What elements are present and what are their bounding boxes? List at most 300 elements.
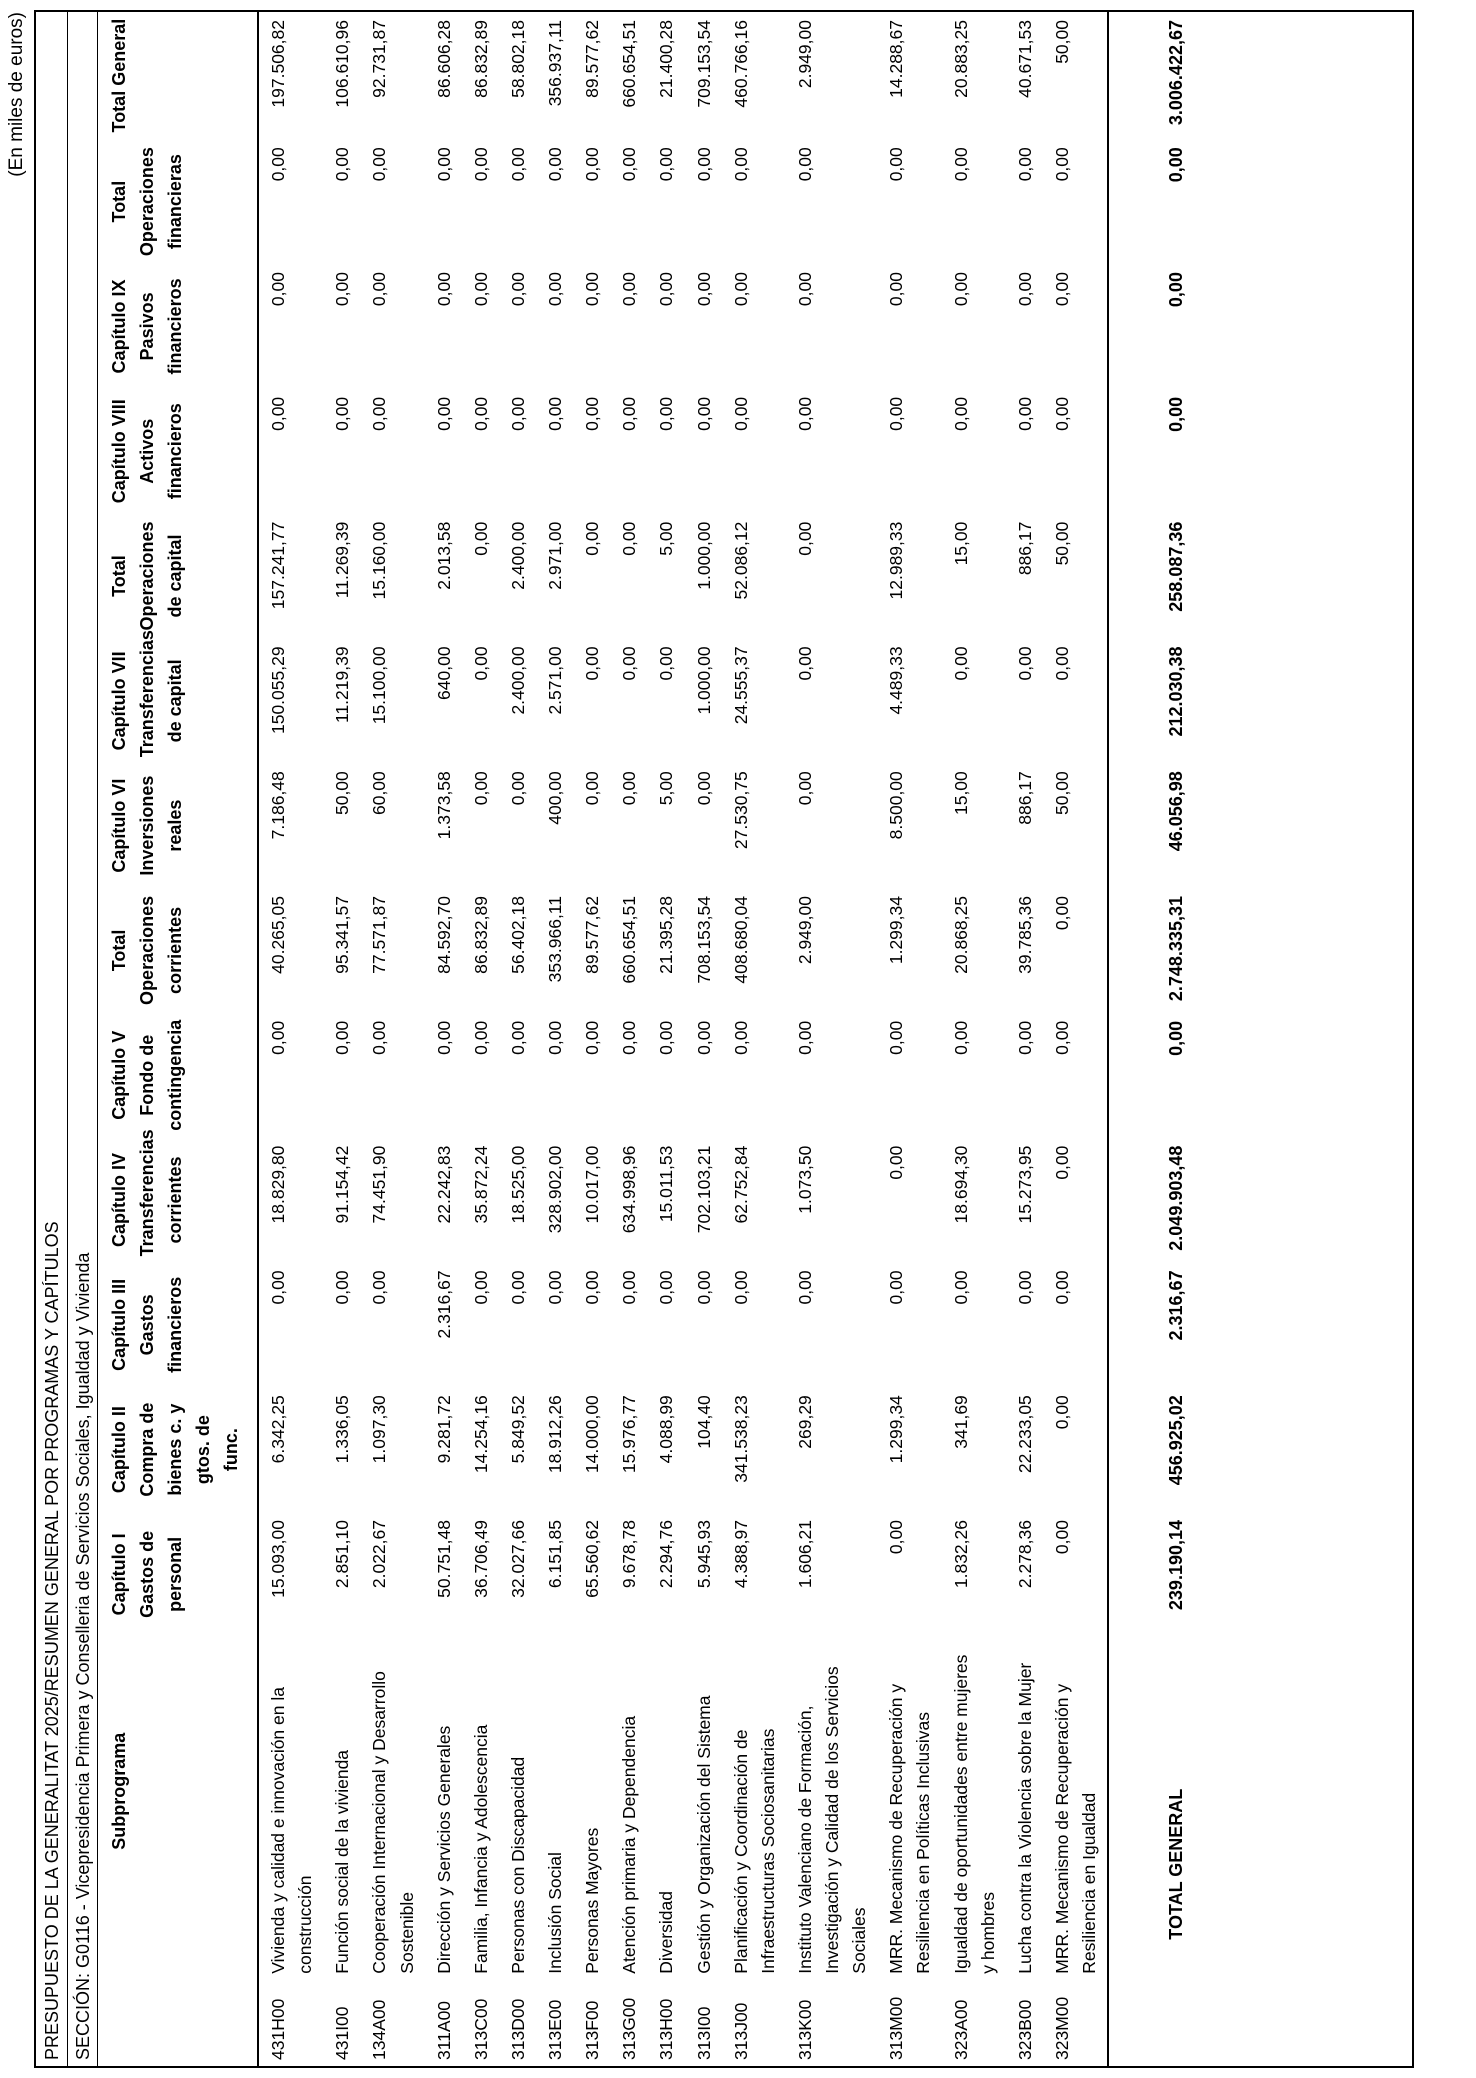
header-total-financieras: Total Operaciones financieras [98,139,258,264]
cell-cap6: 60,00 [369,771,390,816]
total-cap6: 46.056,98 [1108,763,1243,888]
cell-cap8: 0,00 [730,396,751,431]
total-cap1: 239.190,14 [1108,1512,1243,1637]
cell-cap9: 0,00 [1014,272,1035,307]
cell-cap7: 1.000,00 [693,646,714,715]
cell-total-financieras: 0,00 [545,147,565,182]
header-total-general: Total General [98,12,258,139]
cell-cap2: 1.299,34 [886,1395,907,1464]
row-subprograma: Gestión y Organización del Sistema [693,1695,714,1974]
table-row [462,12,499,2066]
cell-cap9: 0,00 [332,272,353,307]
total-cap5: 0,00 [1108,1013,1243,1138]
cell-cap5: 0,00 [545,1020,565,1055]
cell-total-general: 86.606,28 [433,20,454,98]
cell-cap5: 0,00 [1051,1020,1072,1055]
row-subprograma: Personas con Discapacidad [507,1756,528,1974]
table-row [536,12,573,2066]
cell-cap7: 0,00 [656,646,677,681]
row-subprograma: Vivienda y calidad e innovación en la construcción [268,1687,316,1974]
table-row [722,12,786,2066]
row-subprograma: MRR. Mecanismo de Recuperación y Resiliencia en Políticas Inclusivas [886,1683,934,1974]
row-subprograma: Familia, Infancia y Adolescencia [470,1724,491,1974]
cell-total-financieras: 0,00 [1051,147,1072,182]
cell-total-financieras: 0,00 [950,147,971,182]
cell-cap8: 0,00 [950,396,971,431]
cell-cap3: 0,00 [507,1270,528,1305]
cell-cap5: 0,00 [332,1020,353,1055]
cell-cap2: 18.912,26 [545,1395,565,1474]
cell-cap6: 8.500,00 [886,771,907,840]
cell-cap2: 1.097,30 [369,1395,390,1464]
row-subprograma: MRR. Mecanismo de Recuperación y Resiliencia en Igualdad [1051,1683,1099,1974]
header-cap9: Capítulo IX Pasivos financieros [98,264,258,389]
cell-total-general: 40.671,53 [1014,20,1035,98]
cell-cap8: 0,00 [693,396,714,431]
row-subprograma: Dirección y Servicios Generales [433,1725,454,1974]
cell-cap3: 0,00 [1051,1270,1072,1305]
cell-total-financieras: 0,00 [693,147,714,182]
cell-total-financieras: 0,00 [730,147,751,182]
cell-cap3: 0,00 [730,1270,751,1305]
cell-cap7: 11.219,39 [332,646,353,723]
row-subprograma: Inclusión Social [545,1852,565,1974]
cell-cap7: 0,00 [950,646,971,681]
header-cap6: Capítulo VI Inversiones reales [98,763,258,888]
cell-total-financieras: 0,00 [619,147,640,182]
report-frame [34,10,1414,2068]
cell-cap1: 0,00 [1051,1520,1072,1555]
table-row [610,12,647,2066]
cell-total-corrientes: 86.832,89 [470,896,491,974]
row-code: 313C00 [470,1998,491,2060]
cell-total-corrientes: 40.265,05 [268,896,288,974]
cell-cap9: 0,00 [619,272,640,307]
cell-total-capital: 1.000,00 [693,521,714,590]
cell-cap8: 0,00 [886,396,907,431]
cell-cap4: 1.073,50 [794,1145,815,1214]
cell-cap9: 0,00 [886,272,907,307]
header-subprograma: Subprograma [98,1637,258,1980]
cell-cap8: 0,00 [507,396,528,431]
row-code: 313E00 [545,1999,565,2060]
cell-cap1: 2.278,36 [1014,1520,1035,1589]
table-row [499,12,536,2066]
cell-cap8: 0,00 [1014,396,1035,431]
cell-cap1: 15.093,00 [268,1520,288,1598]
cell-cap7: 0,00 [582,646,603,681]
cell-cap7: 150.055,29 [268,646,288,735]
cell-cap7: 640,00 [433,646,454,700]
header-code [98,1980,258,2066]
cell-total-financieras: 0,00 [794,147,815,182]
cell-total-capital: 12.989,33 [886,521,907,600]
cell-cap6: 400,00 [545,771,565,825]
row-subprograma: Cooperación Internacional y Desarrollo Sostenible [369,1671,417,1974]
cell-total-general: 89.577,62 [582,20,603,98]
cell-cap4: 22.242,83 [433,1145,454,1224]
cell-cap5: 0,00 [1014,1020,1035,1055]
cell-total-capital: 50,00 [1051,521,1072,566]
cell-total-general: 14.288,67 [886,20,907,98]
total-total-corrientes: 2.748.335,31 [1108,888,1243,1013]
cell-total-financieras: 0,00 [470,147,491,182]
table-row [877,12,941,2066]
header-cap4: Capítulo IV Transferencias corrientes [98,1138,258,1263]
cell-total-corrientes: 95.341,57 [332,896,353,974]
cell-cap8: 0,00 [470,396,491,431]
cell-cap3: 0,00 [582,1270,603,1305]
cell-cap1: 2.851,10 [332,1520,353,1589]
table-row [685,12,722,2066]
cell-total-corrientes: 1.299,34 [886,896,907,965]
cell-cap8: 0,00 [433,396,454,431]
cell-cap3: 0,00 [470,1270,491,1305]
cell-cap8: 0,00 [582,396,603,431]
cell-cap2: 1.336,05 [332,1395,353,1464]
cell-cap4: 18.525,00 [507,1145,528,1224]
header-cap1: Capítulo I Gastos de personal [98,1512,258,1637]
cell-total-capital: 15.160,00 [369,521,390,600]
cell-cap6: 27.530,75 [730,771,751,850]
cell-cap6: 0,00 [794,771,815,806]
cell-cap6: 886,17 [1014,771,1035,825]
cell-cap3: 0,00 [886,1270,907,1305]
cell-cap2: 4.088,99 [656,1395,677,1464]
budget-table [98,12,1243,2066]
cell-total-financieras: 0,00 [332,147,353,182]
cell-cap8: 0,00 [619,396,640,431]
cell-total-corrientes: 56.402,18 [507,896,528,974]
cell-cap6: 50,00 [332,771,353,816]
cell-cap7: 0,00 [470,646,491,681]
cell-cap6: 1.373,58 [433,771,454,840]
row-code: 313G00 [619,1997,640,2060]
cell-cap1: 1.606,21 [794,1520,815,1589]
row-code: 313D00 [507,1998,528,2060]
row-code: 313I00 [693,2006,714,2060]
cell-total-corrientes: 0,00 [1051,896,1072,931]
table-row [425,12,462,2066]
cell-cap9: 0,00 [268,272,288,307]
cell-cap9: 0,00 [369,272,390,307]
total-label: TOTAL GENERAL [1108,1637,1243,1980]
header-cap3: Capítulo III Gastos financieros [98,1262,258,1387]
cell-cap4: 634.998,96 [619,1145,640,1234]
cell-cap1: 4.388,97 [730,1520,751,1589]
cell-total-general: 21.400,28 [656,20,677,98]
cell-total-corrientes: 408.680,04 [730,896,751,984]
header-row [98,12,258,2066]
header-cap5: Capítulo V Fondo de contingencia [98,1013,258,1138]
cell-cap5: 0,00 [582,1020,603,1055]
row-code: 313M00 [886,1996,907,2060]
cell-cap7: 2.571,00 [545,646,565,715]
cell-cap9: 0,00 [730,272,751,307]
cell-total-financieras: 0,00 [369,147,390,182]
cell-total-general: 106.610,96 [332,20,353,108]
cell-total-corrientes: 660.654,51 [619,896,640,984]
cell-cap5: 0,00 [950,1020,971,1055]
cell-cap1: 32.027,66 [507,1520,528,1598]
cell-total-capital: 0,00 [582,521,603,556]
row-subprograma: Función social de la vivienda [332,1749,353,1974]
cell-cap2: 15.976,77 [619,1395,640,1474]
cell-cap9: 0,00 [656,272,677,307]
cell-cap5: 0,00 [794,1020,815,1055]
cell-total-general: 86.832,89 [470,20,491,98]
cell-cap2: 5.849,52 [507,1395,528,1464]
cell-cap5: 0,00 [619,1020,640,1055]
cell-cap2: 104,40 [693,1395,714,1449]
cell-cap7: 0,00 [1051,646,1072,681]
cell-cap7: 0,00 [619,646,640,681]
cell-total-capital: 5,00 [656,521,677,556]
cell-cap1: 6.151,85 [545,1520,565,1589]
cell-cap7: 15.100,00 [369,646,390,725]
cell-cap9: 0,00 [507,272,528,307]
cell-total-financieras: 0,00 [1014,147,1035,182]
table-row [942,12,1006,2066]
units-note: (En miles de euros) [6,12,27,177]
cell-total-general: 2.949,00 [794,20,815,89]
cell-cap6: 0,00 [507,771,528,806]
cell-cap5: 0,00 [470,1020,491,1055]
total-cap4: 2.049.903,48 [1108,1138,1243,1263]
cell-cap1: 2.022,67 [369,1520,390,1589]
cell-total-capital: 11.269,39 [332,521,353,599]
cell-total-corrientes: 21.395,28 [656,896,677,974]
cell-cap4: 0,00 [886,1145,907,1180]
table-row [1043,12,1108,2066]
cell-cap3: 0,00 [268,1270,288,1305]
cell-cap2: 14.254,16 [470,1395,491,1474]
cell-cap7: 0,00 [1014,646,1035,681]
row-code: 323A00 [950,1999,971,2060]
cell-cap1: 65.560,62 [582,1520,603,1598]
cell-cap6: 0,00 [693,771,714,806]
cell-cap3: 0,00 [545,1270,565,1305]
row-code: 431I00 [332,2006,353,2060]
table-row [573,12,610,2066]
cell-total-corrientes: 708.153,54 [693,896,714,984]
total-total-financieras: 0,00 [1108,139,1243,264]
header-total-corrientes: Total Operaciones corrientes [98,888,258,1013]
cell-cap1: 9.678,78 [619,1520,640,1589]
table-row [786,12,877,2066]
row-code: 313K00 [794,1999,815,2060]
cell-cap8: 0,00 [369,396,390,431]
cell-cap4: 35.872,24 [470,1145,491,1224]
row-code: 134A00 [369,1999,390,2060]
cell-cap7: 24.555,37 [730,646,751,725]
cell-total-general: 709.153,54 [693,20,714,108]
cell-cap2: 269,29 [794,1395,815,1449]
cell-cap8: 0,00 [656,396,677,431]
cell-cap1: 5.945,93 [693,1520,714,1589]
table-row [360,12,424,2066]
cell-cap4: 15.273,95 [1014,1145,1035,1224]
cell-cap2: 22.233,05 [1014,1395,1035,1474]
row-subprograma: Diversidad [656,1891,677,1974]
row-subprograma: Igualdad de oportunidades entre mujeres y hombres [950,1654,998,1974]
cell-cap3: 2.316,67 [433,1270,454,1339]
cell-cap7: 2.400,00 [507,646,528,715]
cell-total-corrientes: 2.949,00 [794,896,815,965]
cell-cap1: 1.832,26 [950,1520,971,1589]
cell-cap4: 328.902,00 [545,1145,565,1234]
cell-cap4: 18.694,30 [950,1145,971,1224]
cell-cap6: 15,00 [950,771,971,816]
row-code: 323B00 [1014,1999,1035,2060]
cell-total-corrientes: 84.592,70 [433,896,454,974]
cell-total-corrientes: 20.868,25 [950,896,971,974]
row-subprograma: Atención primaria y Dependencia [619,1715,640,1974]
cell-cap8: 0,00 [794,396,815,431]
cell-cap5: 0,00 [730,1020,751,1055]
cell-cap4: 18.829,80 [268,1145,288,1224]
cell-cap2: 341.538,23 [730,1395,751,1483]
cell-cap1: 2.294,76 [656,1520,677,1589]
cell-cap1: 36.706,49 [470,1520,491,1598]
cell-cap7: 4.489,33 [886,646,907,715]
cell-cap9: 0,00 [794,272,815,307]
cell-cap2: 9.281,72 [433,1395,454,1464]
cell-total-financieras: 0,00 [507,147,528,182]
cell-cap9: 0,00 [433,272,454,307]
cell-cap9: 0,00 [1051,272,1072,307]
total-cap3: 2.316,67 [1108,1262,1243,1387]
row-code: 311A00 [433,2000,454,2060]
cell-total-general: 92.731,87 [369,20,390,98]
cell-total-general: 50,00 [1051,20,1072,64]
total-cap7: 212.030,38 [1108,638,1243,763]
cell-total-capital: 15,00 [950,521,971,566]
cell-cap9: 0,00 [950,272,971,307]
cell-cap9: 0,00 [582,272,603,307]
cell-cap8: 0,00 [1051,396,1072,431]
section-line: SECCIÓN: G0116 - Vicepresidencia Primera y Conselleria de Servicios Sociales, Igualdad y Vivienda [68,12,98,2066]
cell-cap2: 6.342,25 [268,1395,288,1464]
cell-total-capital: 2.013,58 [433,521,454,590]
report-title: PRESUPUESTO DE LA GENERALITAT 2025/RESUMEN GENERAL POR PROGRAMAS Y CAPÍTULOS [36,12,68,2066]
cell-cap6: 7.186,48 [268,771,288,840]
total-cap8: 0,00 [1108,389,1243,514]
row-code: 313F00 [582,2000,603,2060]
cell-cap4: 91.154,42 [332,1145,353,1224]
cell-cap8: 0,00 [332,396,353,431]
cell-cap5: 0,00 [656,1020,677,1055]
row-subprograma: Instituto Valenciano de Formación, Investigación y Calidad de los Servicios Sociales [794,1666,870,1974]
cell-cap6: 0,00 [582,771,603,806]
cell-cap8: 0,00 [268,396,288,431]
total-total-general: 3.006.422,67 [1108,12,1243,139]
cell-cap2: 341,69 [950,1395,971,1449]
cell-cap6: 0,00 [470,771,491,806]
cell-total-capital: 157.241,77 [268,521,288,610]
row-code: 313H00 [656,1998,677,2060]
total-cap9: 0,00 [1108,264,1243,389]
cell-cap4: 702.103,21 [693,1145,714,1234]
cell-cap1: 0,00 [886,1520,907,1555]
cell-cap1: 50.751,48 [433,1520,454,1598]
cell-cap6: 5,00 [656,771,677,806]
cell-cap5: 0,00 [369,1020,390,1055]
cell-total-capital: 886,17 [1014,521,1035,576]
cell-cap5: 0,00 [886,1020,907,1055]
cell-total-general: 660.654,51 [619,20,640,108]
row-code: 431H00 [268,1998,288,2060]
cell-cap4: 15.011,53 [656,1145,677,1223]
row-subprograma: Personas Mayores [582,1827,603,1974]
cell-total-general: 58.802,18 [507,20,528,98]
cell-cap3: 0,00 [693,1270,714,1305]
cell-total-financieras: 0,00 [656,147,677,182]
cell-cap3: 0,00 [332,1270,353,1305]
cell-cap9: 0,00 [545,272,565,307]
total-code [1108,1980,1243,2066]
cell-cap3: 0,00 [950,1270,971,1305]
cell-cap4: 10.017,00 [582,1145,603,1224]
table-row [258,12,323,2066]
cell-total-capital: 0,00 [619,521,640,556]
cell-cap4: 62.752,84 [730,1145,751,1224]
cell-cap9: 0,00 [693,272,714,307]
cell-total-general: 20.883,25 [950,20,971,98]
header-total-capital: Total Operaciones de capital [98,514,258,639]
cell-cap9: 0,00 [470,272,491,307]
total-total-capital: 258.087,36 [1108,514,1243,639]
cell-cap5: 0,00 [433,1020,454,1055]
header-cap8: Capítulo VIII Activos financieros [98,389,258,514]
total-cap2: 456.925,02 [1108,1387,1243,1512]
row-code: 323M00 [1051,1996,1072,2060]
cell-total-general: 460.766,16 [730,20,751,108]
cell-total-financieras: 0,00 [433,147,454,182]
cell-cap5: 0,00 [507,1020,528,1055]
table-row [323,12,360,2066]
table-row [1006,12,1043,2066]
cell-cap4: 0,00 [1051,1145,1072,1180]
total-row [1108,12,1243,2066]
cell-cap2: 0,00 [1051,1395,1072,1430]
cell-cap6: 0,00 [619,771,640,806]
cell-cap2: 14.000,00 [582,1395,603,1474]
cell-cap5: 0,00 [268,1020,288,1055]
cell-total-capital: 2.971,00 [545,521,565,590]
header-cap7: Capítulo VII Transferencias de capital [98,638,258,763]
cell-cap3: 0,00 [369,1270,390,1305]
cell-cap4: 74.451,90 [369,1145,390,1224]
cell-total-capital: 2.400,00 [507,521,528,590]
cell-cap3: 0,00 [619,1270,640,1305]
cell-cap3: 0,00 [794,1270,815,1305]
cell-total-corrientes: 39.785,36 [1014,896,1035,974]
cell-cap3: 0,00 [656,1270,677,1305]
row-code: 313J00 [730,2002,751,2060]
cell-cap3: 0,00 [1014,1270,1035,1305]
cell-total-general: 356.937,11 [545,20,565,107]
cell-total-general: 197.506,82 [268,20,288,108]
row-subprograma: Planificación y Coordinación de Infraestructuras Sociosanitarias [730,1728,778,1974]
cell-total-corrientes: 89.577,62 [582,896,603,974]
cell-total-corrientes: 353.966,11 [545,896,565,983]
cell-total-capital: 0,00 [794,521,815,556]
cell-cap8: 0,00 [545,396,565,431]
cell-total-capital: 52.086,12 [730,521,751,600]
cell-total-corrientes: 77.571,87 [369,896,390,974]
header-cap2: Capítulo II Compra de bienes c. y gtos. de func. [98,1387,258,1512]
